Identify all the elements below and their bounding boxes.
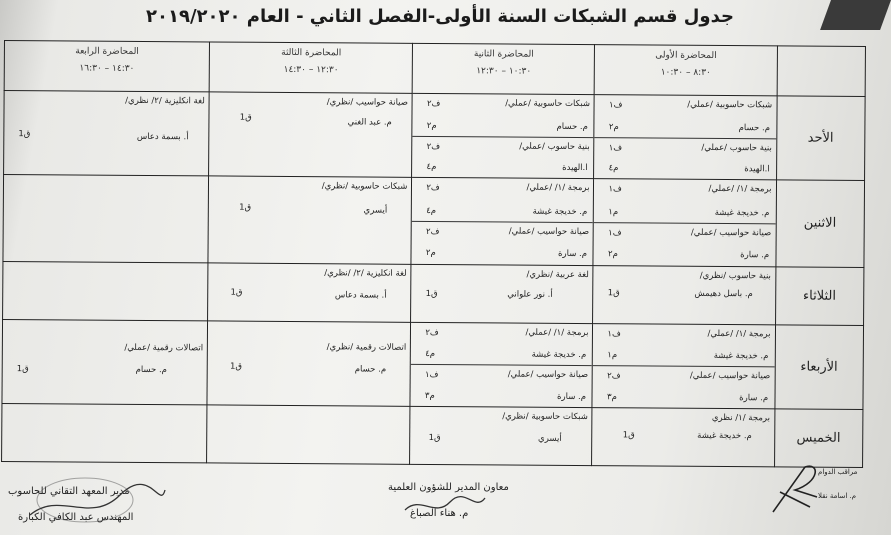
period-4-label: المحاضرة الرابعة [75,46,139,57]
period-3-label: المحاضرة الثالثة [281,47,342,59]
header-period-3 [209,42,412,94]
day-tuesday: الثلاثاء [775,266,864,325]
period-2-time: ١٠:٣٠ – ١٢:٣٠ [476,66,532,77]
teacher: م. سارة [557,391,587,402]
wed-p2-cell [410,322,593,407]
teacher: أيسري [538,433,562,444]
teacher: م. خديجة غيشة [697,430,752,442]
subject: برمجة /١/ /عملي/ [526,182,590,194]
room: ق1 [239,112,252,123]
tue-p1-cell [593,265,775,324]
wed-p1-cell [592,323,775,408]
signature-supervisor-title: مراقب الدوام [818,468,858,476]
teacher: م. خديجة غيشة [713,351,769,362]
teacher: م. خديجة غيشة [714,207,770,219]
header-period-1 [595,45,777,96]
lab: م٤ [426,162,437,173]
teacher: أ. بسمة دعاس [136,132,189,143]
thu-p3-cell [207,405,411,465]
header-period-4 [4,41,210,93]
wed-p4-cell [2,319,208,405]
subject: برمجة /١/ /عملي/ [707,328,771,339]
teacher: م. خديجة غيشة [532,206,588,217]
subject: بنية حاسوب /نظري/ [699,270,771,281]
subject: شبكات حاسوبية /نظري/ [502,411,588,422]
room: ف٢ [426,183,440,194]
room: ق1 [18,128,31,139]
mon-p4-cell [3,175,209,263]
supervisor-signature [765,462,825,517]
period-2-label: المحاضرة الثانية [473,49,534,60]
subject: برمجة /١/ نظري [711,412,770,424]
lab: م٤ [426,205,437,216]
room: ق1 [428,432,441,443]
lab: م١ [607,350,618,361]
signature-deputy-title: معاون المدير للشؤون العلمية [388,482,509,493]
subject: برمجة /١/ /عملي/ [525,327,589,338]
room: ق1 [425,288,438,299]
signature-director-title: مدير المعهد التقاني للحاسوب [8,486,130,497]
period-1-time: ٨:٣٠ – ١٠:٣٠ [660,67,711,78]
lab: م٢ [608,121,619,132]
period-1-label: المحاضرة الأولى [655,50,717,61]
room: ق1 [622,430,635,441]
sun-p3-cell [209,92,413,178]
room: ف١ [608,228,622,239]
teacher: م. خديجة غيشة [531,349,587,361]
subject: صيانة حواسيب /نظري/ [326,97,408,108]
thu-p1-cell [592,407,774,466]
teacher: ا.الهيدة [744,164,770,175]
subject: بنية حاسوب /عملي/ [519,141,590,152]
day-wednesday: الأربعاء [775,325,864,410]
subject: شبكات حاسوبية /عملي/ [505,98,591,110]
teacher: م. حسام [135,364,167,375]
wed-p3-cell [207,321,411,407]
teacher: م. سارة [740,250,770,261]
tue-p4-cell [3,261,209,321]
background-corner [820,0,891,30]
teacher: م. سارة [739,392,769,404]
room: ف٢ [425,327,439,338]
signature-director-name: المهندس عبد الكافي الكبارة [18,512,134,523]
subject: صيانة حواسيب /عملي/ [690,227,772,239]
room: ف٢ [607,371,621,382]
sun-p1-cell [594,95,777,180]
teacher: أ. بسمة دعاس [334,289,387,301]
subject: صيانة حواسيب /عملي/ [508,226,590,237]
tue-p2-cell [411,264,593,323]
sun-p4-cell [4,91,210,177]
lab: م٢ [607,249,618,260]
signature-supervisor-name: م. اسامة نقلا [818,492,857,500]
room: ق1 [229,361,243,372]
teacher: م. حسام [738,122,771,134]
day-monday: الاثنين [776,180,865,267]
subject: لغة انكليزية /٢/ /نظري/ [324,267,407,279]
teacher: م. حسام [354,364,387,375]
lab: م٣ [424,390,435,401]
room: ف١ [608,142,623,154]
thu-p2-cell [410,406,592,465]
room: ف١ [609,100,623,111]
room: ف١ [425,370,439,381]
subject: شبكات حاسوبية /عملي/ [687,99,773,111]
room: ق1 [607,287,620,298]
room: ق1 [230,287,243,298]
period-4-time: ١٤:٣٠ – ١٦:٣٠ [79,63,135,74]
director-stamp-signature [20,470,170,530]
subject: صيانة حواسيب /عملي/ [689,371,771,382]
lab: م٤ [608,163,619,174]
room: ف٢ [426,226,440,237]
teacher: أيسري [363,205,388,216]
period-3-time: ١٢:٣٠ – ١٤:٣٠ [283,64,339,76]
subject: صيانة حواسيب /عملي/ [507,369,589,381]
teacher: م. سارة [558,249,588,260]
page-title: جدول قسم الشبكات السنة الأولى-الفصل الثاني - العام ٢٠١٩/٢٠٢٠ [146,6,734,27]
teacher: أ. نور علواني [507,289,553,300]
mon-p2-cell [411,178,594,265]
room: ف١ [608,184,622,195]
lab: م١ [608,207,619,218]
room: ق1 [239,202,252,214]
day-sunday: الأحد [776,96,865,181]
lab: م٢ [425,248,436,259]
deputy-signature [400,490,490,520]
teacher: ا.الهيدة [562,163,588,174]
mon-p1-cell [593,179,776,266]
lab: م٤ [425,349,436,360]
teacher: م. عبد الغني [347,117,392,128]
subject: برمجة /١/ /عملي/ [708,184,772,195]
teacher: م. باسل دهيمش [694,288,753,299]
header-corner [777,46,866,97]
subject: اتصالات رقمية /نظري/ [326,341,407,353]
room: ق1 [16,363,29,374]
room: ف٢ [426,141,441,152]
room: ف١ [607,328,621,339]
subject: لغة عربية /نظري/ [526,269,589,280]
room: ف٢ [426,99,441,110]
sun-p2-cell [412,93,595,178]
thu-p4-cell [2,403,208,463]
lab: م٣ [606,392,617,403]
lab: م٢ [426,120,437,131]
day-thursday: الخميس [774,409,863,468]
header-period-2 [413,43,595,94]
schedule-table [1,40,866,468]
signature-deputy-name: م. هناء الصباغ [410,508,469,519]
mon-p3-cell [208,176,412,264]
tue-p3-cell [208,262,412,322]
subject: شبكات حاسوبية /نظري/ [321,181,408,193]
subject: بنية حاسوب /عملي/ [701,142,772,154]
subject: اتصالات رقمية /عملي/ [124,342,204,354]
teacher: م. حسام [556,121,588,132]
subject: لغة انكليزية /٢/ نظري/ [125,95,205,107]
